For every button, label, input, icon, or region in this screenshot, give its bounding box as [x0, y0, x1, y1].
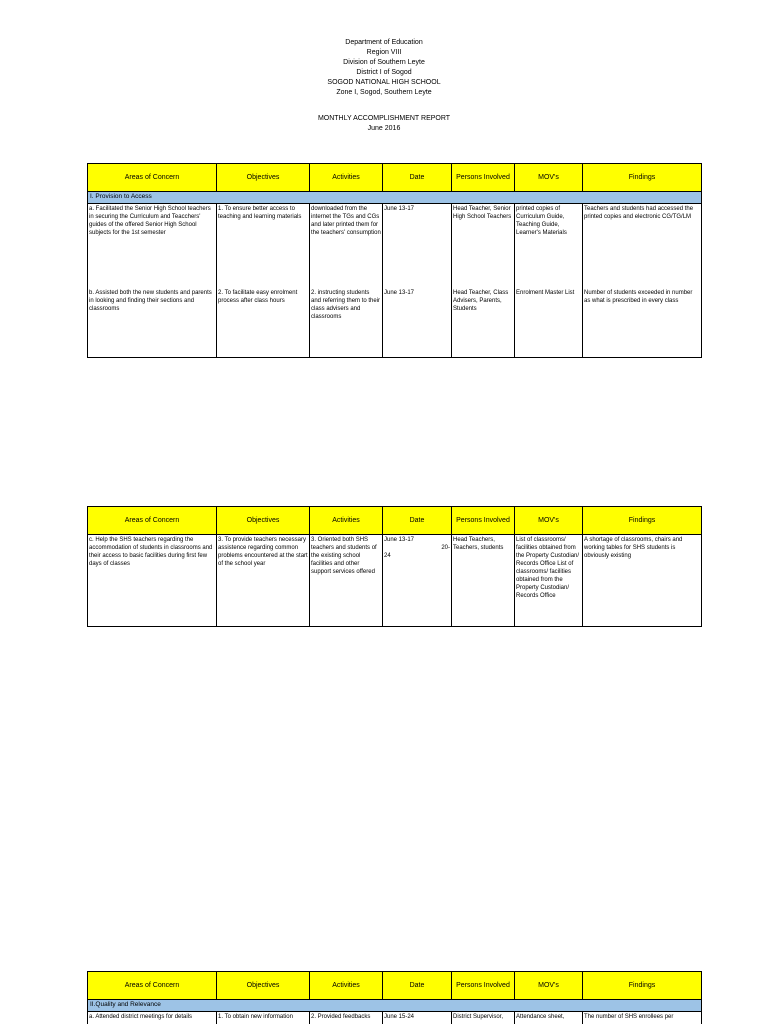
col-header-findings: Findings — [583, 164, 702, 192]
cell-date: June 13-17 — [383, 288, 452, 358]
col-header-persons: Persons Involved — [452, 164, 515, 192]
header-line-address: Zone I, Sogod, Southern Leyte — [336, 89, 432, 96]
section-title: I. Provision to Access — [88, 192, 702, 204]
col-header-areas: Areas of Concern — [88, 972, 217, 1000]
cell-persons: Head Teacher, Senior High School Teachers — [452, 204, 515, 288]
cell-activity: 2. Provided feedbacks — [310, 1012, 383, 1024]
cell-persons: Head Teachers, Teachers, students — [452, 535, 515, 627]
table-row — [88, 1012, 702, 1024]
table-row — [88, 288, 702, 358]
mov-text: List of classrooms/ facilities obtained from the Property Custodian/ Records Office List of classrooms/ facilities obtained from the Property Custodian/ Records Office — [516, 537, 580, 599]
col-header-areas: Areas of Concern — [88, 507, 217, 535]
report-table-1 — [87, 163, 702, 358]
col-header-activities: Activities — [310, 972, 383, 1000]
col-header-objectives: Objectives — [217, 164, 310, 192]
cell-findings: A shortage of classrooms, chairs and working tables for SHS students is obviously existing — [583, 535, 702, 627]
cell-mov — [515, 535, 583, 627]
table-header-row — [88, 164, 702, 192]
col-header-findings: Findings — [583, 507, 702, 535]
cell-objective: 3. To provide teachers necessary assistence regarding common problems encountered at the start of the school year — [217, 535, 310, 627]
col-header-findings: Findings — [583, 972, 702, 1000]
section-row — [88, 192, 702, 204]
table-row — [88, 535, 702, 627]
cell-area: b. Assisted both the new students and parents in looking and finding their sections and classrooms — [88, 288, 217, 358]
cell-area: c. Help the SHS teachers regarding the accommodation of students in classrooms and their access to basic facilities during first few days of classes — [88, 535, 217, 627]
cell-mov: Enrolment Master List — [515, 288, 583, 358]
cell-objective: 1. To ensure better access to teaching and learning materials — [217, 204, 310, 288]
cell-persons: District Supervisor, — [452, 1012, 515, 1024]
report-table-3 — [87, 971, 702, 1024]
cell-date — [383, 535, 452, 627]
cell-activity: 2. instructing students and referring them to their class advisers and classrooms — [310, 288, 383, 358]
header-line-deped: Department of Education — [345, 39, 423, 46]
col-header-date: Date — [383, 507, 452, 535]
col-header-movs: MOV's — [515, 164, 583, 192]
cell-mov: Attendance sheet, — [515, 1012, 583, 1024]
cell-activity: downloaded from the internet the TGs and CGs and later printed them for the teachers' consumption — [310, 204, 383, 288]
col-header-persons: Persons Involved — [452, 507, 515, 535]
cell-persons: Head Teacher, Class Advisers, Parents, Students — [452, 288, 515, 358]
date-extra-text: 20- — [441, 545, 450, 551]
cell-activity: 3. Oriented both SHS teachers and students of the existing school facilities and other support services offered — [310, 535, 383, 627]
col-header-date: Date — [383, 164, 452, 192]
table-header-row — [88, 507, 702, 535]
cell-findings: The number of SHS enrollees per — [583, 1012, 702, 1024]
cell-findings: Number of students exceeded in number as what is prescribed in every class — [583, 288, 702, 358]
col-header-objectives: Objectives — [217, 507, 310, 535]
report-title: MONTHLY ACCOMPLISHMENT REPORT — [317, 115, 451, 122]
cell-area: a. Attended district meetings for details — [88, 1012, 217, 1024]
col-header-areas: Areas of Concern — [88, 164, 217, 192]
date-extra-text-2: 24 — [384, 553, 391, 559]
header-line-region: Region VIII — [366, 49, 402, 56]
cell-objective: 1. To obtain new information — [217, 1012, 310, 1024]
section-title: II.Quality and Relevance — [88, 1000, 702, 1012]
section-row — [88, 1000, 702, 1012]
report-header — [0, 38, 768, 134]
report-table-2 — [87, 506, 702, 627]
header-line-school: SOGOD NATIONAL HIGH SCHOOL — [327, 79, 441, 86]
cell-date: June 15-24 — [383, 1012, 452, 1024]
col-header-date: Date — [383, 972, 452, 1000]
col-header-objectives: Objectives — [217, 972, 310, 1000]
header-line-district: District I of Sogod — [356, 69, 412, 76]
date-text: June 13-17 — [384, 537, 415, 543]
cell-area: a. Facilitated the Senior High School teachers in securing the Curriculum and Teacchers' guides of the offered Senior High School subjects for the 1st semester — [88, 204, 217, 288]
table-header-row — [88, 972, 702, 1000]
col-header-movs: MOV's — [515, 972, 583, 1000]
header-line-division: Division of Southern Leyte — [343, 59, 425, 66]
cell-findings: Teachers and students had accessed the printed copies and electronic CG/TG/LM — [583, 204, 702, 288]
cell-objective: 2. To facilitate easy enrolment process after class hours — [217, 288, 310, 358]
col-header-persons: Persons Involved — [452, 972, 515, 1000]
col-header-activities: Activities — [310, 164, 383, 192]
report-date: June 2016 — [367, 125, 401, 132]
cell-mov: printed copies of Curriculum Guide, Teaching Guide, Learner's Materials — [515, 204, 583, 288]
col-header-movs: MOV's — [515, 507, 583, 535]
col-header-activities: Activities — [310, 507, 383, 535]
cell-date: June 13-17 — [383, 204, 452, 288]
table-row — [88, 204, 702, 288]
